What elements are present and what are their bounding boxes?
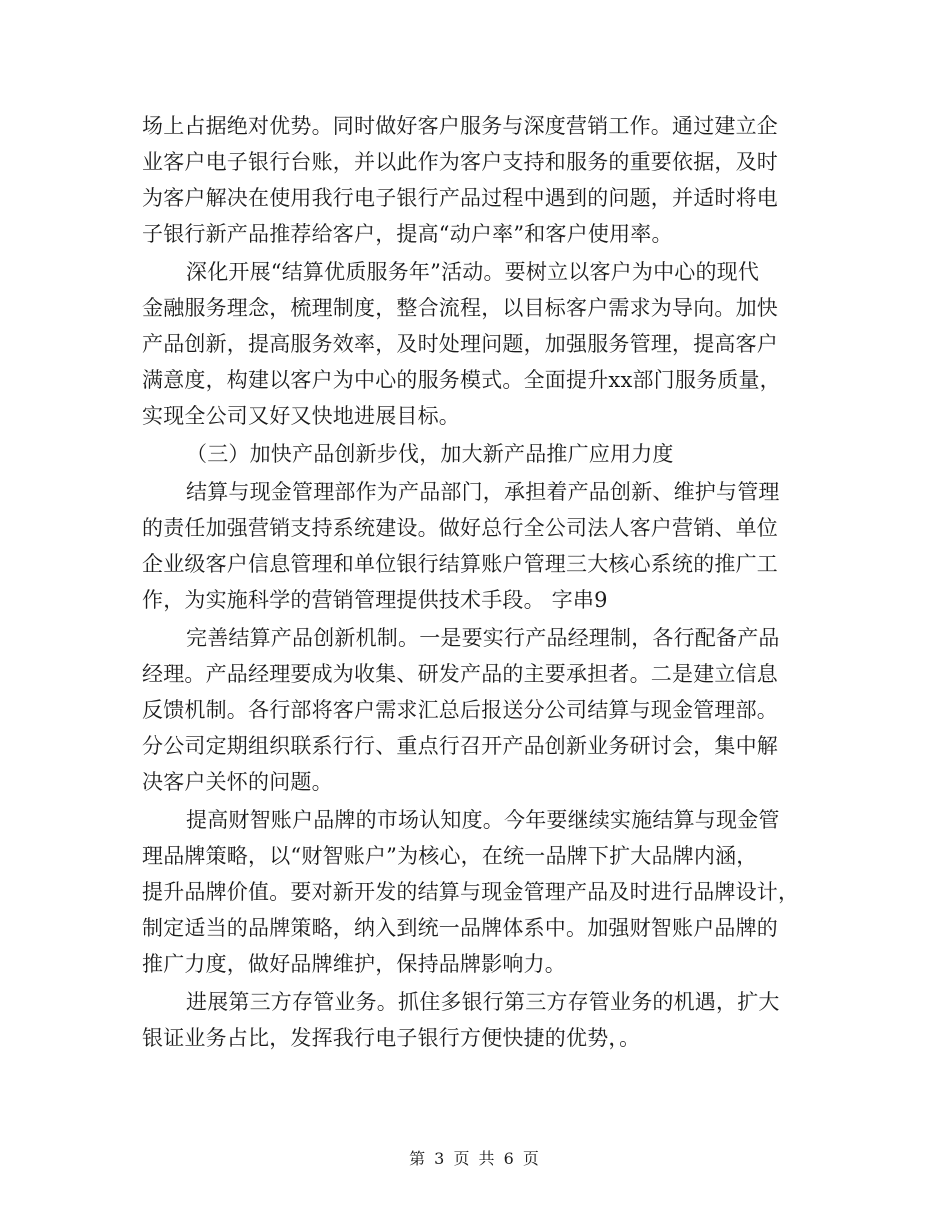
text-line: 制定适当的品牌策略，纳入到统一品牌体系中。加强财智账户品牌的: [142, 916, 778, 940]
text-line: 决客户关怀的问题。: [142, 770, 333, 794]
text-line: 推广力度，做好品牌维护，保持品牌影响力。: [142, 952, 566, 976]
text-line: 结算与现金管理部作为产品部门，承担着产品创新、维护与管理: [186, 480, 780, 504]
text-line: 的责任加强营销支持系统建设。做好总行全公司法人客户营销、单位: [142, 516, 778, 540]
text-line: 反馈机制。各行部将客户需求汇总后报送分公司结算与现金管理部。: [142, 698, 778, 722]
section-heading: （三）加快产品创新步伐，加大新产品推广应用力度: [186, 442, 674, 466]
text-line: 实现全公司又好又快地进展目标。: [142, 404, 460, 428]
text-line: 业客户电子银行台账，并以此作为客户支持和服务的重要依据，及时: [142, 150, 778, 174]
text-line: 产品创新，提高服务效率，及时处理问题，加强服务管理，提高客户: [142, 332, 778, 356]
text-line: 子银行新产品推荐给客户，提高“动户率”和客户使用率。: [142, 222, 673, 246]
text-line: 提高财智账户品牌的市场认知度。今年要继续实施结算与现金管: [186, 808, 780, 832]
text-line: 经理。产品经理要成为收集、研发产品的主要承担者。二是建立信息: [142, 662, 778, 686]
text-line: 满意度，构建以客户为中心的服务模式。全面提升xx部门服务质量，: [142, 368, 781, 392]
text-line: 分公司定期组织联系行行、重点行召开产品创新业务研讨会，集中解: [142, 734, 778, 758]
text-line: 为客户解决在使用我行电子银行产品过程中遇到的问题，并适时将电: [142, 186, 778, 210]
text-line: 银证业务占比，发挥我行电子银行方便快捷的优势，。: [142, 1026, 641, 1050]
text-line: 提升品牌价值。要对新开发的结算与现金管理产品及时进行品牌设计，: [142, 880, 800, 904]
text-line: 金融服务理念，梳理制度，整合流程，以目标客户需求为导向。加快: [142, 296, 778, 320]
text-line: 理品牌策略，以“财智账户”为核心，在统一品牌下扩大品牌内涵，: [142, 844, 758, 868]
text-line: 企业级客户信息管理和单位银行结算账户管理三大核心系统的推广工: [142, 552, 778, 576]
text-line: 场上占据绝对优势。同时做好客户服务与深度营销工作。通过建立企: [142, 114, 778, 138]
text-line: 深化开展“结算优质服务年”活动。要树立以客户为中心的现代: [186, 260, 760, 284]
text-line: 作，为实施科学的营销管理提供技术手段。 字串9: [142, 588, 608, 612]
page-number-footer: 第 3 页 共 6 页: [409, 1149, 541, 1168]
text-line: 进展第三方存管业务。抓住多银行第三方存管业务的机遇，扩大: [186, 990, 780, 1014]
text-line: 完善结算产品创新机制。一是要实行产品经理制，各行配备产品: [186, 626, 780, 650]
